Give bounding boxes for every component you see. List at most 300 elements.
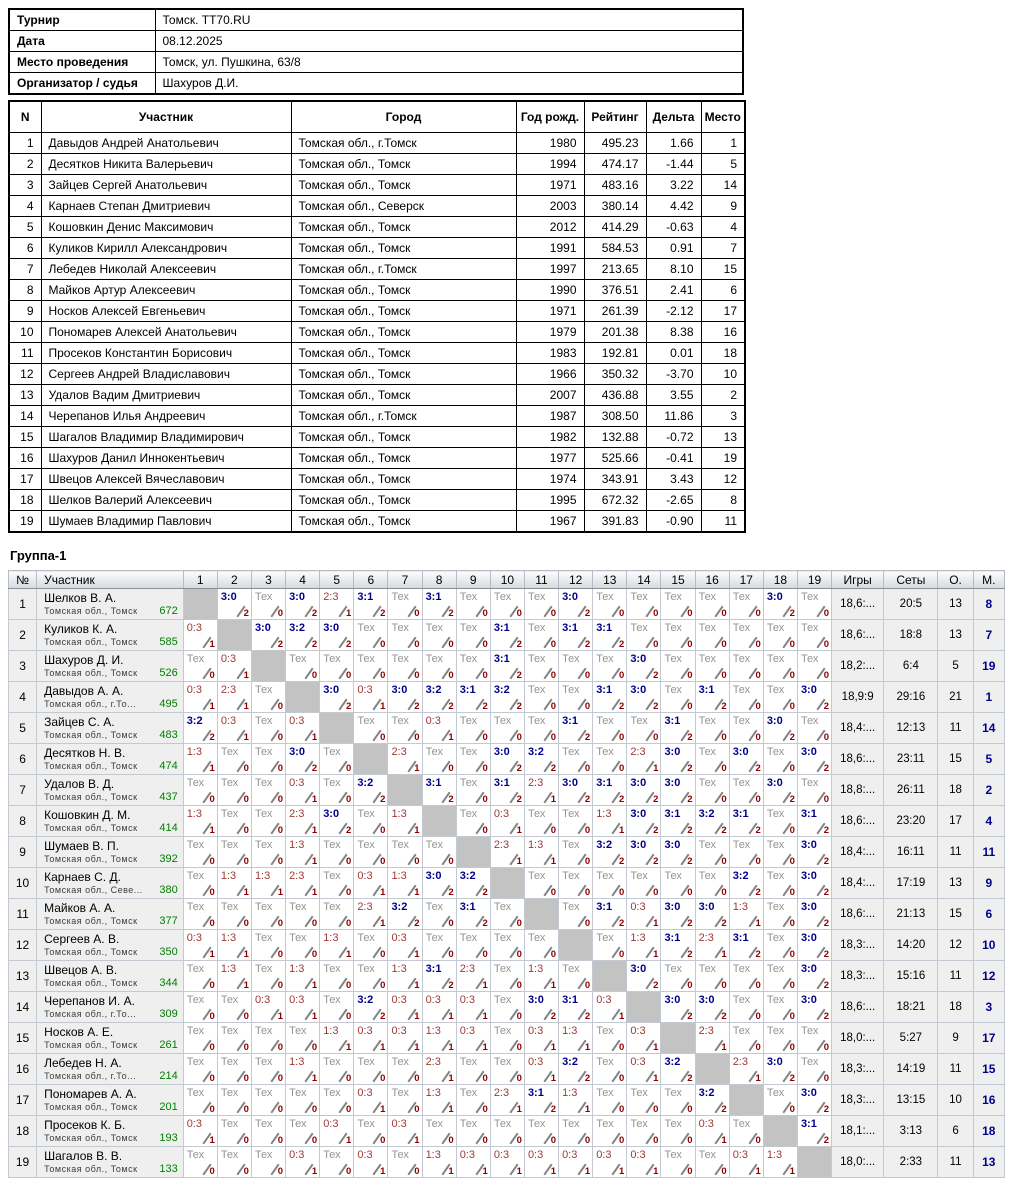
group-row-points: 18 bbox=[938, 992, 973, 1023]
match-points: 1 bbox=[380, 701, 386, 712]
match-cell bbox=[627, 837, 661, 868]
match-points: 0 bbox=[277, 732, 284, 743]
group-row-number: 11 bbox=[9, 899, 37, 930]
match-score: 3:0 bbox=[732, 746, 749, 758]
match-cell bbox=[559, 1054, 593, 1085]
match-points: 2 bbox=[653, 670, 659, 681]
match-points: 0 bbox=[482, 670, 488, 681]
participant-row bbox=[9, 238, 745, 259]
group-row-games: 18,4:... bbox=[832, 868, 884, 899]
match-cell bbox=[729, 775, 763, 806]
match-score: 3:1 bbox=[596, 684, 613, 696]
player-name: Майков А. А. bbox=[44, 901, 116, 915]
match-cell bbox=[354, 868, 388, 899]
match-score: 3:1 bbox=[527, 1087, 544, 1099]
match-points: 1 bbox=[311, 980, 318, 991]
match-score: Тех bbox=[186, 963, 205, 975]
match-score: Тех bbox=[800, 591, 819, 603]
match-cell bbox=[456, 806, 490, 837]
match-points: 2 bbox=[584, 639, 591, 650]
match-score: 0:3 bbox=[527, 1056, 544, 1068]
match-cell bbox=[354, 775, 388, 806]
match-points: 2 bbox=[584, 1073, 591, 1084]
participant-row bbox=[9, 448, 745, 469]
match-points: 1 bbox=[755, 918, 761, 929]
match-cell bbox=[217, 1085, 251, 1116]
match-cell bbox=[797, 1023, 831, 1054]
group-row-player bbox=[37, 992, 184, 1023]
match-score: 3:0 bbox=[289, 591, 305, 603]
match-score: 3:0 bbox=[493, 746, 510, 758]
match-cell bbox=[183, 1054, 217, 1085]
match-points: 0 bbox=[755, 1042, 761, 1053]
match-score: 2:3 bbox=[493, 1087, 510, 1099]
match-cell bbox=[251, 899, 285, 930]
match-cell bbox=[559, 1023, 593, 1054]
match-points: 2 bbox=[687, 856, 693, 867]
match-points: 0 bbox=[448, 1135, 454, 1146]
match-score: Тех bbox=[766, 1025, 785, 1037]
group-row-player bbox=[37, 806, 184, 837]
group-row-number: 17 bbox=[9, 1085, 37, 1116]
group-row bbox=[9, 713, 1005, 744]
player-region: Томская обл., Томск bbox=[44, 947, 138, 957]
match-points: 0 bbox=[789, 670, 795, 681]
match-cell bbox=[763, 1054, 797, 1085]
match-score: 3:1 bbox=[732, 932, 749, 944]
group-header-sets: Сеты bbox=[884, 571, 938, 589]
match-points: 0 bbox=[243, 763, 249, 774]
match-score: Тех bbox=[459, 715, 478, 727]
group-row-sets: 18:8 bbox=[884, 620, 938, 651]
match-score: 0:3 bbox=[391, 1118, 407, 1130]
match-score: Тех bbox=[425, 839, 444, 851]
match-cell bbox=[456, 1116, 490, 1147]
match-points: 0 bbox=[653, 608, 659, 619]
match-cell bbox=[456, 744, 490, 775]
match-cell bbox=[559, 589, 593, 620]
participant-number: 1 bbox=[9, 133, 41, 154]
match-score: Тех bbox=[323, 653, 341, 665]
match-points: 0 bbox=[584, 887, 591, 898]
participant-city: Томская обл., Томск bbox=[291, 511, 516, 533]
match-score: Тех bbox=[698, 963, 717, 975]
match-score: Тех bbox=[766, 901, 785, 913]
group-row-games: 18,0:... bbox=[832, 1147, 884, 1178]
match-score: Тех bbox=[527, 684, 546, 696]
match-score: 2:3 bbox=[289, 870, 305, 882]
match-score: 1:3 bbox=[220, 963, 237, 975]
participant-row bbox=[9, 406, 745, 427]
group-row-points: 11 bbox=[938, 1054, 973, 1085]
match-cell bbox=[559, 651, 593, 682]
match-points: 2 bbox=[516, 639, 522, 650]
match-points: 2 bbox=[823, 1104, 830, 1115]
participant-row bbox=[9, 259, 745, 280]
match-score: Тех bbox=[254, 777, 273, 789]
group-header-col-5: 5 bbox=[320, 571, 354, 589]
group-row-sets: 23:20 bbox=[884, 806, 938, 837]
player-name: Черепанов И. А. bbox=[44, 994, 135, 1008]
match-points: 1 bbox=[380, 1166, 386, 1177]
match-points: 2 bbox=[687, 732, 693, 743]
match-score: 3:2 bbox=[357, 777, 374, 789]
participant-rating: 213.65 bbox=[584, 259, 646, 280]
participant-city: Томская обл., Томск bbox=[291, 154, 516, 175]
match-cell bbox=[695, 992, 729, 1023]
group-row-place: 3 bbox=[973, 992, 1004, 1023]
match-points: 2 bbox=[448, 608, 454, 619]
match-cell bbox=[251, 1116, 285, 1147]
match-cell bbox=[797, 899, 831, 930]
match-score: 3:2 bbox=[664, 1056, 681, 1068]
match-cell bbox=[320, 930, 354, 961]
info-row bbox=[9, 52, 743, 73]
match-points: 0 bbox=[721, 670, 727, 681]
match-points: 0 bbox=[619, 670, 625, 681]
group-row-sets: 20:5 bbox=[884, 589, 938, 620]
player-region: Томская обл., г.То... bbox=[44, 1071, 137, 1081]
match-cell bbox=[593, 1147, 627, 1178]
player-name: Десятков Н. В. bbox=[44, 746, 126, 760]
match-points: 2 bbox=[687, 949, 693, 960]
match-score: 1:3 bbox=[254, 870, 271, 882]
group-header-games: Игры bbox=[832, 571, 884, 589]
match-cell bbox=[797, 651, 831, 682]
match-cell bbox=[661, 930, 695, 961]
match-cell bbox=[183, 930, 217, 961]
match-score: 3:1 bbox=[596, 777, 613, 789]
participants-header-cell: Дельта bbox=[646, 101, 701, 133]
match-cell bbox=[729, 899, 763, 930]
match-points: 0 bbox=[823, 1042, 830, 1053]
match-score: Тех bbox=[493, 901, 512, 913]
participant-name: Куликов Кирилл Александрович bbox=[41, 238, 291, 259]
match-score: 0:3 bbox=[493, 1149, 510, 1161]
match-points: 1 bbox=[311, 1166, 318, 1177]
match-score: 0:3 bbox=[698, 1118, 714, 1130]
match-points: 0 bbox=[482, 949, 488, 960]
group-row-number: 1 bbox=[9, 589, 37, 620]
match-score: 0:3 bbox=[289, 1149, 305, 1161]
match-score: Тех bbox=[766, 746, 785, 758]
match-cell bbox=[388, 589, 422, 620]
match-score: Тех bbox=[664, 963, 682, 975]
match-points: 0 bbox=[584, 763, 591, 774]
player-name: Шагалов В. В. bbox=[44, 1149, 123, 1163]
match-points: 1 bbox=[311, 856, 318, 867]
match-cell bbox=[695, 1085, 729, 1116]
match-points: 0 bbox=[550, 887, 557, 898]
participant-rating: 672.32 bbox=[584, 490, 646, 511]
match-points: 0 bbox=[209, 1104, 215, 1115]
match-points: 0 bbox=[380, 732, 386, 743]
player-rating: 672 bbox=[159, 605, 178, 617]
match-cell bbox=[729, 620, 763, 651]
participant-row bbox=[9, 322, 745, 343]
match-cell bbox=[524, 1147, 558, 1178]
match-score: 3:2 bbox=[186, 715, 203, 727]
match-points: 0 bbox=[687, 980, 693, 991]
player-region: Томская обл., Томск bbox=[44, 1102, 138, 1112]
match-score: Тех bbox=[289, 932, 307, 944]
match-cell bbox=[593, 806, 627, 837]
match-score: 0:3 bbox=[596, 1149, 612, 1161]
match-score: 3:1 bbox=[732, 808, 749, 820]
match-cell bbox=[559, 1116, 593, 1147]
match-cell bbox=[354, 806, 388, 837]
match-score: 0:3 bbox=[562, 1149, 578, 1161]
match-points: 2 bbox=[619, 794, 625, 805]
participant-delta: 4.42 bbox=[646, 196, 701, 217]
match-points: 2 bbox=[823, 1011, 830, 1022]
match-score: 1:3 bbox=[527, 963, 544, 975]
match-score: Тех bbox=[562, 839, 580, 851]
participant-name: Швецов Алексей Вячеславович bbox=[41, 469, 291, 490]
match-cell bbox=[797, 744, 831, 775]
match-points: 0 bbox=[721, 1166, 727, 1177]
match-points: 0 bbox=[823, 670, 830, 681]
match-points: 2 bbox=[687, 763, 693, 774]
match-cell bbox=[422, 899, 456, 930]
group-row-player bbox=[37, 682, 184, 713]
group-row-place: 5 bbox=[973, 744, 1004, 775]
match-cell bbox=[763, 837, 797, 868]
match-points: 0 bbox=[584, 980, 591, 991]
match-score: 0:3 bbox=[323, 1118, 339, 1130]
participant-rating: 495.23 bbox=[584, 133, 646, 154]
match-score: Тех bbox=[254, 1025, 273, 1037]
match-score: 1:3 bbox=[220, 870, 237, 882]
match-points: 1 bbox=[550, 980, 557, 991]
player-subline bbox=[37, 760, 183, 774]
match-points: 2 bbox=[823, 825, 830, 836]
match-points: 2 bbox=[687, 918, 693, 929]
match-score: Тех bbox=[527, 715, 546, 727]
match-points: 0 bbox=[619, 763, 625, 774]
info-value: 08.12.2025 bbox=[155, 31, 743, 52]
match-score: 3:2 bbox=[357, 994, 374, 1006]
player-region: Томская обл., Томск bbox=[44, 637, 138, 647]
match-score: 2:3 bbox=[357, 901, 373, 913]
match-cell bbox=[763, 992, 797, 1023]
group-row-sets: 21:13 bbox=[884, 899, 938, 930]
participants-header-cell: Рейтинг bbox=[584, 101, 646, 133]
participant-name: Шумаев Владимир Павлович bbox=[41, 511, 291, 533]
match-cell bbox=[593, 589, 627, 620]
group-body bbox=[9, 589, 1005, 1178]
participant-name: Лебедев Николай Алексеевич bbox=[41, 259, 291, 280]
match-score: 2:3 bbox=[732, 1056, 748, 1068]
match-points: 0 bbox=[755, 856, 761, 867]
participant-city: Томская обл., Томск bbox=[291, 469, 516, 490]
match-points: 0 bbox=[311, 670, 318, 681]
match-score: Тех bbox=[254, 1118, 273, 1130]
match-points: 1 bbox=[653, 949, 659, 960]
match-cell bbox=[422, 868, 456, 899]
match-cell bbox=[729, 1147, 763, 1178]
match-points: 0 bbox=[823, 639, 830, 650]
group-row-games: 18,6:... bbox=[832, 744, 884, 775]
match-points: 0 bbox=[277, 1073, 284, 1084]
match-score: 3:0 bbox=[766, 715, 783, 727]
match-points: 2 bbox=[789, 794, 795, 805]
match-points: 1 bbox=[311, 1073, 318, 1084]
match-points: 0 bbox=[277, 918, 284, 929]
match-points: 0 bbox=[619, 608, 625, 619]
match-points: 2 bbox=[823, 701, 830, 712]
match-cell bbox=[490, 713, 524, 744]
match-score: Тех bbox=[357, 963, 375, 975]
match-score: Тех bbox=[664, 653, 682, 665]
participant-birth-year: 2012 bbox=[516, 217, 584, 238]
match-score: 3:1 bbox=[425, 963, 442, 975]
match-points: 0 bbox=[380, 639, 386, 650]
participant-name: Давыдов Андрей Анатольевич bbox=[41, 133, 291, 154]
match-cell bbox=[593, 744, 627, 775]
match-score: Тех bbox=[766, 1087, 785, 1099]
match-points: 1 bbox=[448, 1042, 454, 1053]
match-score: 0:3 bbox=[391, 932, 407, 944]
match-cell bbox=[217, 1023, 251, 1054]
participant-row bbox=[9, 364, 745, 385]
match-cell bbox=[251, 1085, 285, 1116]
match-cell bbox=[661, 775, 695, 806]
match-cell bbox=[456, 1023, 490, 1054]
player-subline bbox=[37, 1101, 183, 1115]
match-points: 2 bbox=[619, 918, 625, 929]
player-name: Швецов А. В. bbox=[44, 963, 118, 977]
match-score: Тех bbox=[357, 932, 375, 944]
match-cell bbox=[661, 899, 695, 930]
group-header-col-8: 8 bbox=[422, 571, 456, 589]
match-cell bbox=[797, 961, 831, 992]
participant-name: Майков Артур Алексеевич bbox=[41, 280, 291, 301]
group-row-place: 18 bbox=[973, 1116, 1004, 1147]
match-cell bbox=[456, 868, 490, 899]
match-points: 1 bbox=[448, 732, 454, 743]
participant-delta: 3.43 bbox=[646, 469, 701, 490]
match-points: 1 bbox=[721, 949, 727, 960]
match-score: 0:3 bbox=[254, 994, 271, 1006]
match-points: 0 bbox=[346, 1073, 352, 1084]
match-cell bbox=[524, 837, 558, 868]
match-cell bbox=[559, 775, 593, 806]
participant-place: 1 bbox=[701, 133, 745, 154]
participant-delta: 8.38 bbox=[646, 322, 701, 343]
match-cell bbox=[286, 868, 320, 899]
match-score: Тех bbox=[391, 839, 409, 851]
match-cell bbox=[695, 837, 729, 868]
match-score: 3:0 bbox=[800, 963, 817, 975]
group-row bbox=[9, 620, 1005, 651]
participant-rating: 391.83 bbox=[584, 511, 646, 533]
match-points: 1 bbox=[243, 732, 249, 743]
participant-row bbox=[9, 175, 745, 196]
group-row-points: 11 bbox=[938, 961, 973, 992]
match-score: Тех bbox=[186, 653, 205, 665]
participant-row bbox=[9, 343, 745, 364]
group-row-points: 10 bbox=[938, 1085, 973, 1116]
match-cell bbox=[661, 1054, 695, 1085]
match-points: 0 bbox=[823, 794, 830, 805]
match-cell bbox=[388, 1085, 422, 1116]
match-points: 0 bbox=[277, 949, 284, 960]
match-score: Тех bbox=[596, 932, 614, 944]
match-score: 1:3 bbox=[630, 932, 646, 944]
participant-delta: -2.65 bbox=[646, 490, 701, 511]
match-points: 0 bbox=[653, 1135, 659, 1146]
match-cell bbox=[251, 589, 285, 620]
match-points: 2 bbox=[823, 949, 830, 960]
match-cell bbox=[320, 1023, 354, 1054]
match-cell bbox=[797, 713, 831, 744]
match-cell bbox=[320, 744, 354, 775]
participant-birth-year: 1991 bbox=[516, 238, 584, 259]
match-points: 0 bbox=[823, 608, 830, 619]
player-rating: 414 bbox=[159, 822, 178, 834]
match-score: Тех bbox=[698, 715, 717, 727]
participant-number: 15 bbox=[9, 427, 41, 448]
group-row-number: 13 bbox=[9, 961, 37, 992]
match-cell bbox=[627, 589, 661, 620]
match-score: Тех bbox=[493, 1025, 512, 1037]
match-points: 1 bbox=[721, 1135, 727, 1146]
match-score: 3:0 bbox=[766, 1056, 783, 1068]
match-points: 2 bbox=[755, 887, 761, 898]
participant-birth-year: 1980 bbox=[516, 133, 584, 154]
match-points: 0 bbox=[448, 639, 454, 650]
match-points: 2 bbox=[687, 825, 693, 836]
match-points: 0 bbox=[346, 856, 352, 867]
match-points: 0 bbox=[619, 1104, 625, 1115]
player-rating: 193 bbox=[159, 1132, 178, 1144]
match-cell bbox=[388, 1054, 422, 1085]
match-cell bbox=[286, 775, 320, 806]
match-points: 0 bbox=[789, 980, 795, 991]
match-points: 2 bbox=[380, 1011, 386, 1022]
match-points: 0 bbox=[721, 794, 727, 805]
match-cell bbox=[456, 992, 490, 1023]
match-cell bbox=[320, 1085, 354, 1116]
participant-rating: 436.88 bbox=[584, 385, 646, 406]
match-score: 0:3 bbox=[289, 994, 305, 1006]
player-rating: 350 bbox=[159, 946, 178, 958]
group-row-sets: 29:16 bbox=[884, 682, 938, 713]
participant-name: Сергеев Андрей Владиславович bbox=[41, 364, 291, 385]
player-subline bbox=[37, 915, 183, 929]
match-score: 0:3 bbox=[732, 1149, 748, 1161]
participant-name: Шахуров Данил Иннокентьевич bbox=[41, 448, 291, 469]
match-cell bbox=[797, 620, 831, 651]
match-cell bbox=[661, 837, 695, 868]
match-score: Тех bbox=[254, 839, 273, 851]
participant-rating: 350.32 bbox=[584, 364, 646, 385]
group-header-col-2: 2 bbox=[217, 571, 251, 589]
match-points: 0 bbox=[277, 1166, 284, 1177]
info-label: Дата bbox=[9, 31, 155, 52]
match-cell bbox=[559, 1147, 593, 1178]
match-score: 1:3 bbox=[391, 808, 407, 820]
match-points: 0 bbox=[209, 1166, 215, 1177]
match-cell bbox=[627, 620, 661, 651]
match-points: 1 bbox=[414, 980, 420, 991]
match-cell bbox=[183, 1147, 217, 1178]
match-cell bbox=[320, 1054, 354, 1085]
match-cell bbox=[490, 1054, 524, 1085]
group-row-player bbox=[37, 651, 184, 682]
match-points: 0 bbox=[755, 794, 761, 805]
